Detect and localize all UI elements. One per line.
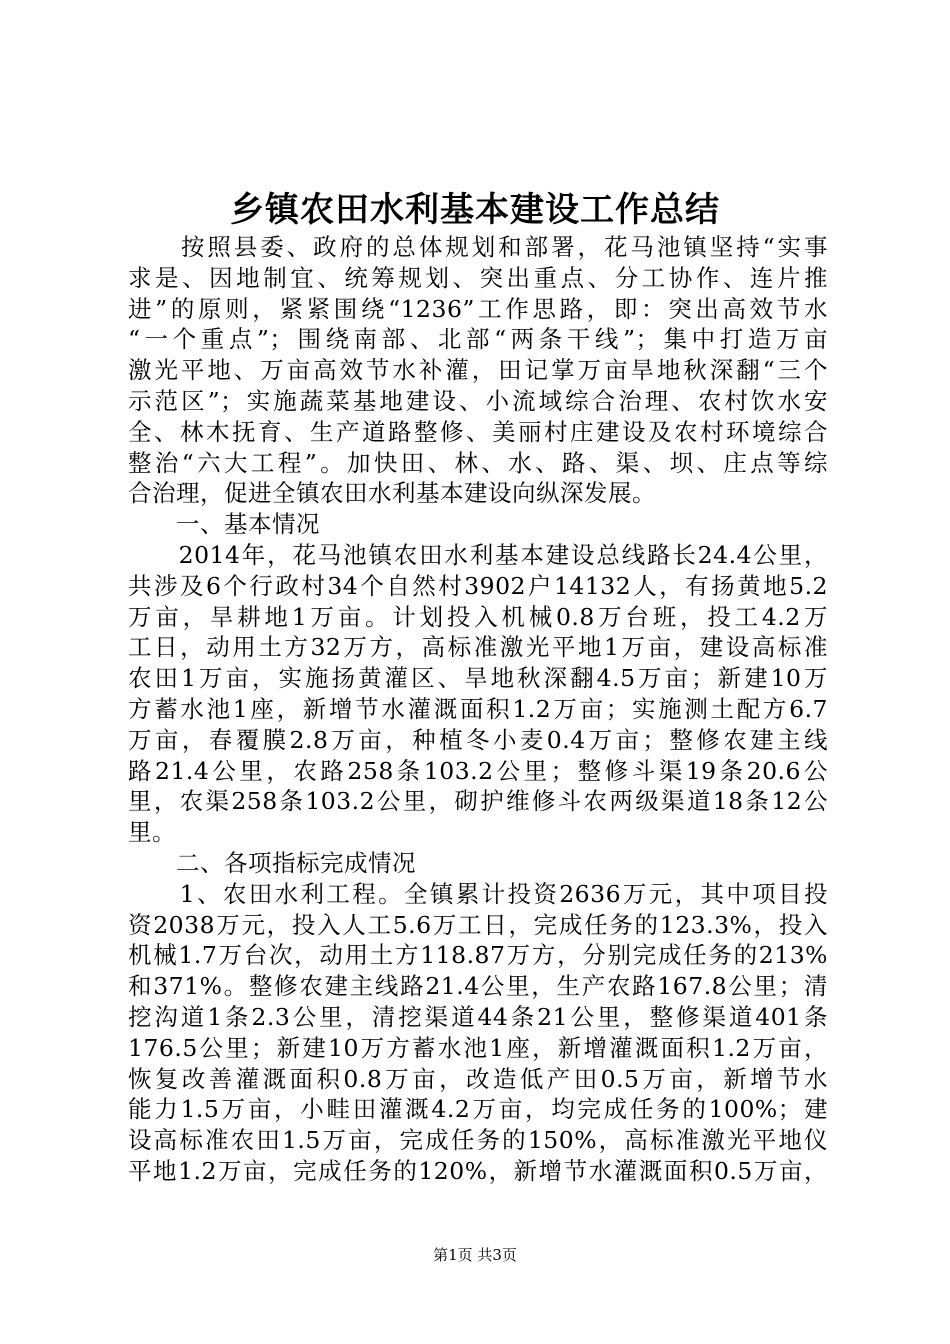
text-line: 1、农田水利工程。全镇累计投资2636万元，其中项目投	[128, 879, 828, 908]
text-line: 2014年，花马池镇农田水利基本建设总线路长24.4公里，	[128, 541, 828, 569]
text-line: 能力1.5万亩，小畦田灌溉4.2万亩，均完成任务的100%；建	[128, 1095, 828, 1124]
text-line: 机械1.7万台次，动用土方118.87万方，分别完成任务的213%	[128, 941, 828, 970]
text-line: 176.5公里；新建10万方蓄水池1座，新增灌溉面积1.2万亩，	[128, 1033, 828, 1062]
page-footer: 第1页 共3页	[433, 1246, 517, 1264]
text-line: 万亩，旱耕地1万亩。计划投入机械0.8万台班，投工4.2万	[128, 602, 828, 631]
text-line: 设高标准农田1.5万亩，完成任务的150%，高标准激光平地仪	[128, 1126, 828, 1155]
text-line: 农田1万亩，实施扬黄灌区、旱地秋深翻4.5万亩；新建10万	[128, 664, 828, 693]
text-line: 方蓄水池1座，新增节水灌溉面积1.2万亩；实施测土配方6.7	[128, 695, 828, 723]
text-line: 资2038万元，投入人工5.6万工日，完成任务的123.3%，投入	[128, 910, 828, 939]
text-line: 进”的原则，紧紧围绕“1236”工作思路，即：突出高效节水	[128, 294, 828, 323]
text-line: 示范区”；实施蔬菜基地建设、小流域综合治理、农村饮水安	[128, 387, 828, 415]
text-line: 一、基本情况	[128, 510, 320, 539]
text-line: 万亩，春覆膜2.8万亩，种植冬小麦0.4万亩；整修农建主线	[128, 725, 828, 754]
text-line: “一个重点”；围绕南部、北部“两条干线”；集中打造万亩	[128, 325, 828, 354]
text-line: 和371%。整修农建主线路21.4公里，生产农路167.8公里；清	[128, 972, 828, 1001]
text-line: 合治理，促进全镇农田水利基本建设向纵深发展。	[128, 479, 656, 508]
text-line: 工日，动用土方32万方，高标准激光平地1万亩，建设高标准	[128, 633, 828, 662]
text-line: 挖沟道1条2.3公里，清挖渠道44条21公里，整修渠道401条	[128, 1003, 828, 1031]
text-line: 求是、因地制宜、统筹规划、突出重点、分工协作、连片推	[128, 263, 828, 292]
text-line: 全、林木抚育、生产道路整修、美丽村庄建设及农村环境综合	[128, 417, 828, 446]
text-line: 按照县委、政府的总体规划和部署，花马池镇坚持“实事	[128, 233, 828, 261]
text-line: 平地1.2万亩，完成任务的120%，新增节水灌溉面积0.5万亩，	[128, 1157, 828, 1185]
text-line: 二、各项指标完成情况	[128, 849, 416, 877]
document-title: 乡镇农田水利基本建设工作总结	[230, 190, 720, 230]
text-line: 激光平地、万亩高效节水补灌，田记掌万亩旱地秋深翻“三个	[128, 356, 828, 385]
text-line: 里，农渠258条103.2公里，砌护维修斗农两级渠道18条12公	[128, 787, 828, 816]
text-line: 里。	[128, 818, 176, 847]
text-line: 恢复改善灌溉面积0.8万亩，改造低产田0.5万亩，新增节水	[128, 1064, 828, 1093]
text-line: 整治“六大工程”。加快田、林、水、路、渠、坝、庄点等综	[128, 448, 828, 477]
text-line: 路21.4公里，农路258条103.2公里；整修斗渠19条20.6公	[128, 756, 828, 785]
text-line: 共涉及6个行政村34个自然村3902户14132人，有扬黄地5.2	[128, 571, 828, 600]
